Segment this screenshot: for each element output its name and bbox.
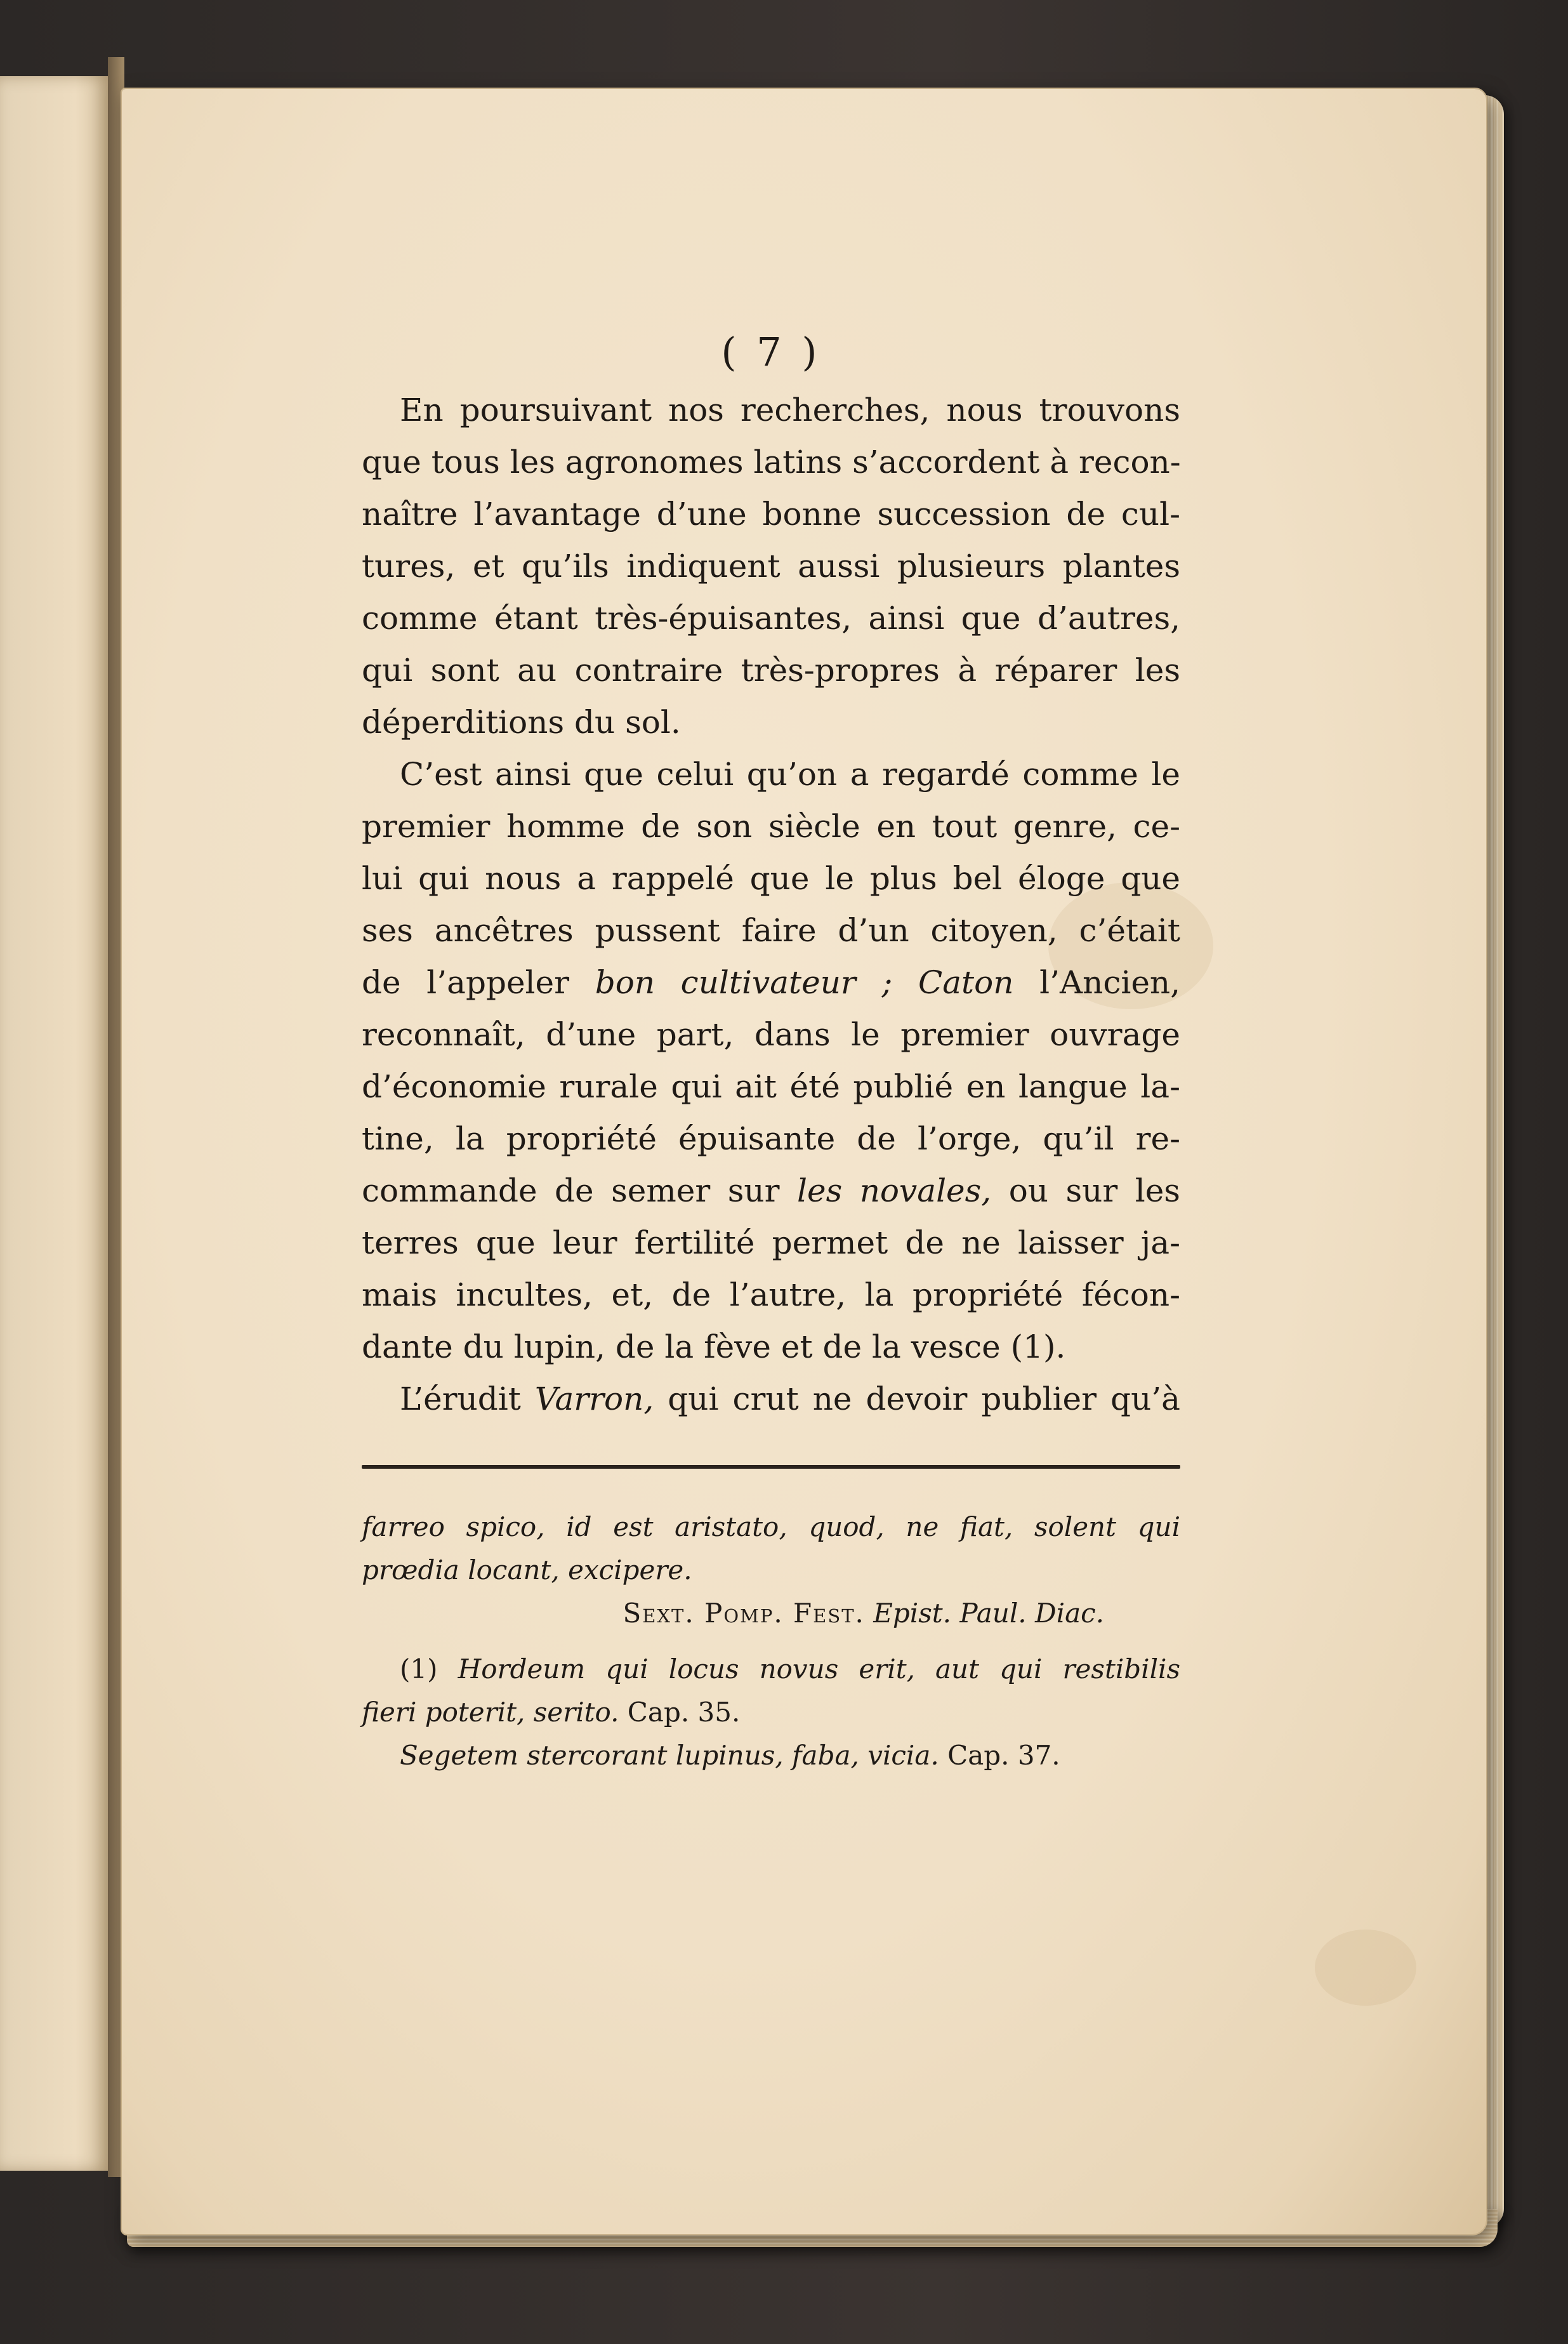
italic-phrase: les novales, <box>796 1172 992 1209</box>
body-line: premier homme de son siècle en tout genre, ce- <box>362 808 1180 845</box>
footnote-line <box>362 1653 1180 1686</box>
footnote-marker: (1) <box>400 1653 438 1685</box>
body-line: En poursuivant nos recherches, nous trouvons <box>400 392 1180 428</box>
body-line: reconnaît, d’une part, dans le premier ouvrage <box>362 1016 1180 1053</box>
body-line-mixed <box>362 1172 1180 1210</box>
body-line: déperditions du sol. <box>362 704 681 741</box>
body-line: mais incultes, et, de l’autre, la propriété fécon- <box>362 1276 1180 1313</box>
citation-author: Sext. Pomp. Fest. <box>623 1598 865 1629</box>
body-line: C’est ainsi que celui qu’on a regardé comme le <box>400 756 1180 793</box>
body-line: d’économie rurale qui ait été publié en langue la- <box>362 1068 1180 1105</box>
body-line: naître l’avantage d’une bonne succession de cul- <box>362 496 1180 533</box>
body-line: dante du lupin, de la fève et de la vesce (1). <box>362 1328 1066 1365</box>
footnote-line: prœdia locant, excipere. <box>362 1554 692 1586</box>
body-line-mixed <box>362 1380 1180 1418</box>
citation-work: Epist. Paul. Diac. <box>873 1598 1104 1629</box>
footnote-line <box>362 1696 1180 1729</box>
italic-name: Caton <box>918 964 1014 1001</box>
paper-stain <box>1315 1930 1416 2006</box>
footnote-text: fieri poterit, serito. <box>362 1697 619 1728</box>
italic-phrase: bon cultivateur ; <box>595 964 893 1001</box>
footnote-ref: Cap. 37. <box>947 1740 1060 1771</box>
body-line: qui sont au contraire très-propres à réparer les <box>362 652 1180 689</box>
body-text: de l’appeler <box>362 964 570 1001</box>
footnote-text: Hordeum qui locus novus erit, aut qui restibilis <box>458 1653 1181 1685</box>
italic-name: Varron, <box>534 1381 654 1417</box>
footnote-text: Segetem stercorant lupinus, faba, vicia. <box>400 1740 939 1771</box>
footnote-citation <box>362 1597 1180 1630</box>
footnote-rule <box>362 1465 1180 1469</box>
body-line: lui qui nous a rappelé que le plus bel éloge que <box>362 860 1180 897</box>
body-line: comme étant très-épuisantes, ainsi que d’autres, <box>362 600 1180 637</box>
body-line-mixed <box>362 963 1180 1002</box>
body-line: terres que leur fertilité permet de ne laisser ja- <box>362 1224 1180 1261</box>
page-number: ( 7 ) <box>721 329 821 375</box>
footnote-ref: Cap. 35. <box>627 1697 741 1728</box>
body-line: tine, la propriété épuisante de l’orge, qu’il re- <box>362 1120 1180 1157</box>
footnote-line: farreo spico, id est aristato, quod, ne fiat, solent qui <box>362 1511 1180 1542</box>
body-line: que tous les agronomes latins s’accordent à recon- <box>362 444 1181 480</box>
body-line: tures, et qu’ils indiquent aussi plusieurs plantes <box>362 548 1180 585</box>
body-text: ou sur les <box>1008 1172 1180 1209</box>
body-text: L’érudit <box>400 1381 521 1417</box>
footnote-line <box>362 1739 1180 1772</box>
body-text: commande de semer sur <box>362 1172 780 1209</box>
body-line: ses ancêtres pussent faire d’un citoyen, c’était <box>362 912 1180 949</box>
body-text: qui crut ne devoir publier qu’à <box>668 1381 1180 1417</box>
body-text: l’Ancien, <box>1039 964 1180 1001</box>
left-page-edge <box>0 76 110 2171</box>
